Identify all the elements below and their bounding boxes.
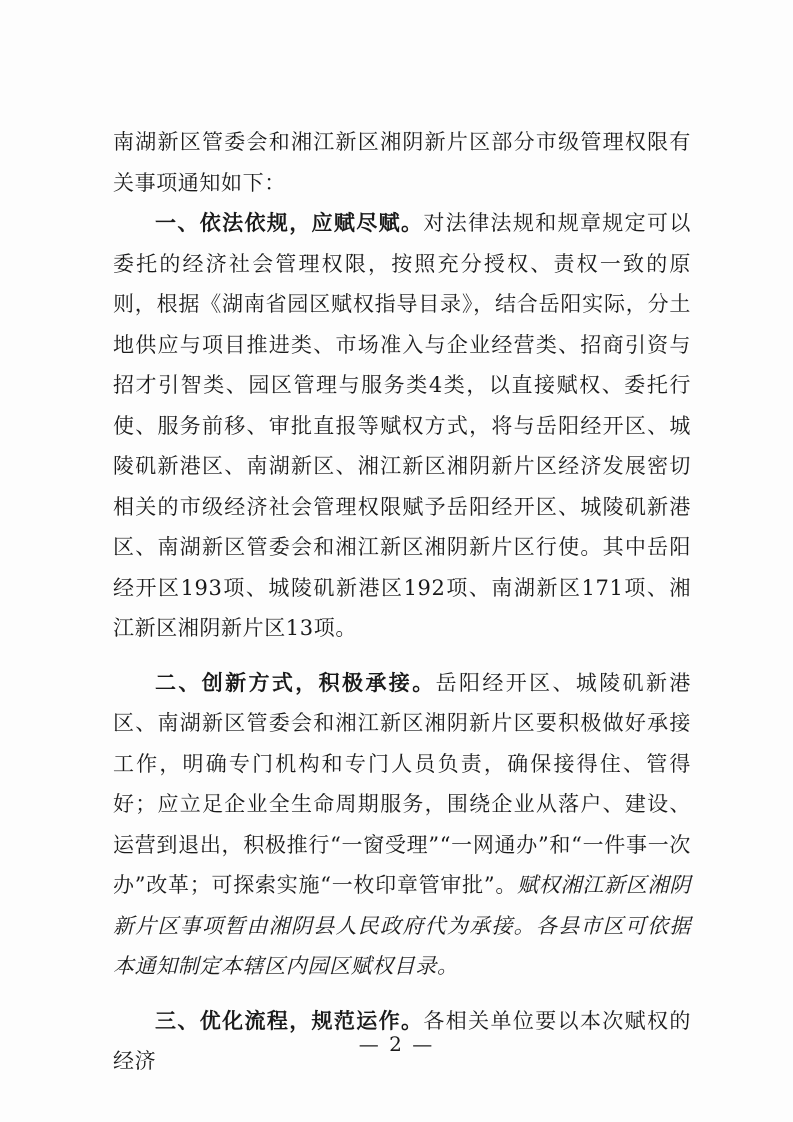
- section-2-emphasis: 赋权湘江新区湘阴新片区事项暂由湘阴县人民政府代为承接。各县市区可依据本通知制定本辖区内园区赋权目录。: [113, 873, 691, 978]
- section-3-text: 各相关单位要以本次赋权的经济: [113, 1008, 692, 1073]
- page-number: — 2 —: [358, 1032, 435, 1056]
- section-1-heading: 一、依法依规，应赋尽赋。: [155, 211, 424, 235]
- section-2-heading: 二、创新方式，积极承接。: [155, 670, 436, 695]
- intro-paragraph: [113, 122, 691, 203]
- intro-text: 南湖新区管委会和湘江新区湘阴新片区部分市级管理权限有关事项通知如下：: [113, 130, 691, 195]
- document-body: [113, 122, 691, 1082]
- section-2-paragraph: [113, 663, 691, 987]
- section-1-text: 对法律法规和规章规定可以委托的经济社会管理权限，按照充分授权、责权一致的原则，根据《湖南省园区赋权指导目录》，结合岳阳实际，分土地供应与项目推进类、市场准入与企业经营类、招商引资与招才引智类、园区管理与服务类4类，以直接赋权、委托行使、服务前移、审批直报等赋权方式，将与岳阳经开区、城陵矶新港区、南湖新区、湘江新区湘阴新片区经济发展密切相关的市级经济社会管理权限赋予岳阳经开区、城陵矶新港区、南湖新区管委会和湘江新区湘阴新片区行使。其中岳阳经开区193项、城陵矶新港区192项、南湖新区171项、湘江新区湘阴新片区13项。: [113, 211, 692, 640]
- section-1-paragraph: [113, 203, 691, 649]
- section-3-heading: 三、优化流程，规范运作。: [155, 1008, 424, 1033]
- section-2-text: 岳阳经开区、城陵矶新港区、南湖新区管委会和湘江新区湘阴新片区要积极做好承接工作，明确专门机构和专门人员负责，确保接得住、管得好；应立足企业全生命周期服务，围绕企业从落户、建设、运营到退出，积极推行“一窗受理”“一网通办”和“一件事一次办”改革；可探索实施“一枚印章管审批”。: [113, 670, 691, 897]
